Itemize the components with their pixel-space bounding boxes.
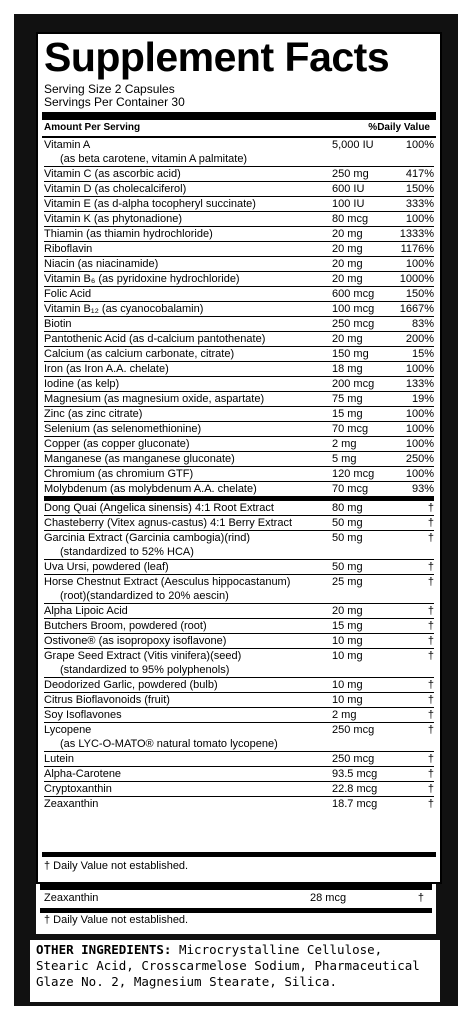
nutrient-name: Iron (as Iron A.A. chelate) [44, 363, 169, 375]
nutrient-name: Vitamin B₁₂ (as cyanocobalamin) [44, 303, 204, 315]
amount-per-serving-header: Amount Per Serving [44, 122, 141, 133]
nutrient-amount: 5,000 IU [332, 139, 374, 151]
thick-rule [42, 112, 436, 120]
nutrient-name: Deodorized Garlic, powdered (bulb) [44, 679, 218, 691]
nutrient-amount: 20 mg [332, 228, 363, 240]
nutrient-source-detail: (root)(standardized to 20% aescin) [60, 590, 229, 602]
nutrient-amount: 15 mg [332, 620, 363, 632]
nutrient-amount: 25 mg [332, 576, 363, 588]
nutrient-daily-value: † [427, 709, 434, 721]
nutrient-name: Grape Seed Extract (Vitis vinifera)(seed) [44, 650, 242, 662]
nutrient-daily-value: 1333% [399, 228, 434, 240]
nutrient-name: Garcinia Extract (Garcinia cambogia)(rind) [44, 532, 251, 544]
nutrient-amount: 10 mg [332, 679, 363, 691]
thick-rule-bottom [42, 852, 436, 857]
nutrient-amount: 50 mg [332, 532, 363, 544]
nutrient-daily-value: † [427, 517, 434, 529]
nutrient-daily-value: † [427, 502, 434, 514]
nutrient-daily-value: 200% [405, 333, 434, 345]
nutrient-amount: 10 mg [332, 694, 363, 706]
nutrient-name: Soy Isoflavones [44, 709, 122, 721]
nutrient-name: Alpha Lipoic Acid [44, 605, 128, 617]
nutrient-name: Biotin [44, 318, 72, 330]
table-row [44, 677, 434, 692]
nutrient-daily-value: 250% [405, 453, 434, 465]
nutrient-amount: 10 mg [332, 635, 363, 647]
nutrient-name: Zinc (as zinc citrate) [44, 408, 143, 420]
nutrient-daily-value: 1176% [400, 243, 434, 255]
nutrient-amount: 600 IU [332, 183, 365, 195]
table-row [44, 346, 434, 361]
underlying-label-strip [36, 884, 436, 934]
nutrient-daily-value: † [427, 635, 434, 647]
nutrient-daily-value: 133% [405, 378, 434, 390]
table-row [44, 648, 434, 677]
nutrient-name: Vitamin D (as cholecalciferol) [44, 183, 187, 195]
table-row [44, 226, 434, 241]
nutrient-name: Horse Chestnut Extract (Aesculus hippocastanum) [44, 576, 291, 588]
nutrient-name: Lycopene [44, 724, 92, 736]
nutrient-daily-value: † [427, 798, 434, 810]
table-row [44, 466, 434, 481]
nutrient-daily-value: 100% [405, 363, 434, 375]
nutrient-amount: 70 mcg [332, 483, 369, 495]
nutrient-name: Dong Quai (Angelica sinensis) 4:1 Root Extract [44, 502, 274, 514]
nutrient-daily-value: 1667% [399, 303, 434, 315]
nutrient-name: Zeaxanthin [44, 798, 99, 810]
nutrient-amount: 5 mg [332, 453, 357, 465]
nutrient-daily-value: 19% [411, 393, 434, 405]
table-row [44, 196, 434, 211]
nutrient-amount: 250 mcg [332, 753, 375, 765]
nutrient-name: Folic Acid [44, 288, 92, 300]
nutrient-name: Uva Ursi, powdered (leaf) [44, 561, 169, 573]
nutrient-amount: 18.7 mcg [332, 798, 378, 810]
nutrient-name: Vitamin B₆ (as pyridoxine hydrochloride) [44, 273, 240, 285]
table-row [44, 707, 434, 722]
nutrient-amount: 20 mg [332, 273, 363, 285]
nutrient-name: Vitamin C (as ascorbic acid) [44, 168, 181, 180]
supplement-facts-panel [36, 32, 442, 884]
nutrient-daily-value: 83% [411, 318, 434, 330]
table-row [44, 361, 434, 376]
table-row [44, 406, 434, 421]
table-row [44, 376, 434, 391]
nutrient-source-detail: (as beta carotene, vitamin A palmitate) [60, 153, 248, 165]
nutrient-daily-value: 100% [405, 408, 434, 420]
table-row [44, 530, 434, 559]
lower-thick-rule-2 [40, 908, 432, 913]
nutrient-name: Manganese (as manganese gluconate) [44, 453, 235, 465]
nutrient-daily-value: 100% [405, 139, 434, 151]
serving-size: Serving Size 2 Capsules [44, 82, 175, 96]
nutrient-daily-value: 333% [405, 198, 434, 210]
nutrient-amount: 2 mg [332, 438, 357, 450]
nutrient-name: Niacin (as niacinamide) [44, 258, 159, 270]
nutrient-amount: 75 mg [332, 393, 363, 405]
nutrient-name: Lutein [44, 753, 74, 765]
nutrient-table [44, 138, 434, 811]
nutrient-amount: 80 mcg [332, 213, 369, 225]
nutrient-amount: 250 mg [332, 168, 369, 180]
nutrient-amount: 80 mg [332, 502, 363, 514]
nutrient-daily-value: † [427, 620, 434, 632]
lower-footnote: † Daily Value not established. [44, 914, 189, 926]
table-row [44, 316, 434, 331]
nutrient-daily-value: 417% [405, 168, 434, 180]
nutrient-name: Iodine (as kelp) [44, 378, 120, 390]
nutrient-source-detail: (as LYC-O-MATO® natural tomato lycopene) [60, 738, 278, 750]
nutrient-daily-value: † [427, 753, 434, 765]
other-ingredients-label: OTHER INGREDIENTS: [36, 942, 172, 957]
table-row [44, 722, 434, 751]
lower-thick-rule [40, 884, 432, 890]
nutrient-daily-value: 100% [405, 468, 434, 480]
daily-value-footnote: † Daily Value not established. [44, 860, 189, 872]
lower-row-amount: 28 mcg [310, 892, 347, 904]
nutrient-amount: 250 mcg [332, 318, 375, 330]
nutrient-daily-value: † [427, 605, 434, 617]
nutrient-daily-value: † [427, 532, 434, 544]
table-row [44, 559, 434, 574]
table-row [44, 436, 434, 451]
lower-row-dv: † [417, 892, 424, 904]
nutrient-daily-value: 1000% [399, 273, 434, 285]
nutrient-daily-value: 100% [405, 213, 434, 225]
nutrient-daily-value: † [427, 783, 434, 795]
nutrient-daily-value: 93% [411, 483, 434, 495]
nutrient-amount: 100 IU [332, 198, 365, 210]
nutrient-amount: 100 mcg [332, 303, 375, 315]
nutrient-amount: 2 mg [332, 709, 357, 721]
nutrient-name: Citrus Bioflavonoids (fruit) [44, 694, 170, 706]
table-row [44, 618, 434, 633]
nutrient-daily-value: 150% [405, 183, 434, 195]
table-row [44, 181, 434, 196]
daily-value-header: %Daily Value [368, 122, 430, 133]
nutrient-name: Copper (as copper gluconate) [44, 438, 190, 450]
table-row [44, 256, 434, 271]
nutrient-daily-value: † [427, 576, 434, 588]
nutrient-amount: 20 mg [332, 258, 363, 270]
table-row [44, 138, 434, 166]
nutrient-amount: 600 mcg [332, 288, 375, 300]
table-row [44, 796, 434, 811]
table-row [44, 751, 434, 766]
nutrient-name: Cryptoxanthin [44, 783, 112, 795]
table-row [44, 481, 434, 496]
panel-title: Supplement Facts [44, 34, 390, 80]
nutrient-daily-value: † [427, 694, 434, 706]
nutrient-name: Riboflavin [44, 243, 93, 255]
table-row [44, 271, 434, 286]
servings-per-container: Servings Per Container 30 [44, 95, 185, 109]
table-row [44, 241, 434, 256]
nutrient-daily-value: 100% [405, 438, 434, 450]
table-row [44, 633, 434, 648]
other-ingredients-text: Microcrystalline Cellulose, Stearic Acid, Crosscarmelose Sodium, Pharmaceutical Glaze No. 2, Magnesium Stearate, Silica. [36, 942, 420, 989]
table-row [44, 391, 434, 406]
nutrient-daily-value: † [427, 650, 434, 662]
nutrient-amount: 20 mg [332, 243, 363, 255]
nutrient-name: Butchers Broom, powdered (root) [44, 620, 207, 632]
table-row [44, 515, 434, 530]
table-row [44, 603, 434, 618]
nutrient-name: Alpha-Carotene [44, 768, 122, 780]
table-row [44, 766, 434, 781]
nutrient-name: Vitamin A [44, 139, 91, 151]
nutrient-name: Chasteberry (Vitex agnus-castus) 4:1 Berry Extract [44, 517, 293, 529]
table-row [44, 286, 434, 301]
table-row [44, 301, 434, 316]
nutrient-amount: 20 mg [332, 605, 363, 617]
nutrient-amount: 10 mg [332, 650, 363, 662]
nutrient-name: Thiamin (as thiamin hydrochloride) [44, 228, 213, 240]
nutrient-name: Magnesium (as magnesium oxide, aspartate) [44, 393, 265, 405]
nutrient-source-detail: (standardized to 95% polyphenols) [60, 664, 230, 676]
nutrient-daily-value: 15% [411, 348, 434, 360]
nutrient-name: Ostivone® (as isopropoxy isoflavone) [44, 635, 227, 647]
nutrient-amount: 50 mg [332, 517, 363, 529]
nutrient-name: Vitamin E (as d-alpha tocopheryl succinate) [44, 198, 256, 210]
nutrient-name: Calcium (as calcium carbonate, citrate) [44, 348, 235, 360]
table-row [44, 781, 434, 796]
lower-row-name: Zeaxanthin [44, 892, 99, 904]
nutrient-daily-value: 100% [405, 258, 434, 270]
nutrient-amount: 70 mcg [332, 423, 369, 435]
table-row [44, 331, 434, 346]
nutrient-amount: 22.8 mcg [332, 783, 378, 795]
nutrient-daily-value: † [427, 679, 434, 691]
table-row [44, 451, 434, 466]
nutrient-amount: 93.5 mcg [332, 768, 378, 780]
nutrient-amount: 18 mg [332, 363, 363, 375]
nutrient-amount: 250 mcg [332, 724, 375, 736]
table-row [44, 211, 434, 226]
nutrient-daily-value: † [427, 724, 434, 736]
nutrient-amount: 150 mg [332, 348, 369, 360]
table-row [44, 496, 434, 515]
nutrient-name: Chromium (as chromium GTF) [44, 468, 194, 480]
other-ingredients [30, 940, 440, 1002]
nutrient-name: Molybdenum (as molybdenum A.A. chelate) [44, 483, 257, 495]
nutrient-daily-value: 150% [405, 288, 434, 300]
nutrient-amount: 50 mg [332, 561, 363, 573]
table-row [44, 421, 434, 436]
table-row [44, 166, 434, 181]
nutrient-daily-value: † [427, 561, 434, 573]
nutrient-amount: 20 mg [332, 333, 363, 345]
nutrient-daily-value: 100% [405, 423, 434, 435]
nutrient-amount: 15 mg [332, 408, 363, 420]
table-row [44, 692, 434, 707]
nutrient-name: Vitamin K (as phytonadione) [44, 213, 182, 225]
table-row [44, 574, 434, 603]
nutrient-amount: 120 mcg [332, 468, 375, 480]
nutrient-name: Pantothenic Acid (as d-calcium pantothenate) [44, 333, 266, 345]
nutrient-source-detail: (standardized to 52% HCA) [60, 546, 194, 558]
nutrient-daily-value: † [427, 768, 434, 780]
nutrient-amount: 200 mcg [332, 378, 375, 390]
nutrient-name: Selenium (as selenomethionine) [44, 423, 202, 435]
